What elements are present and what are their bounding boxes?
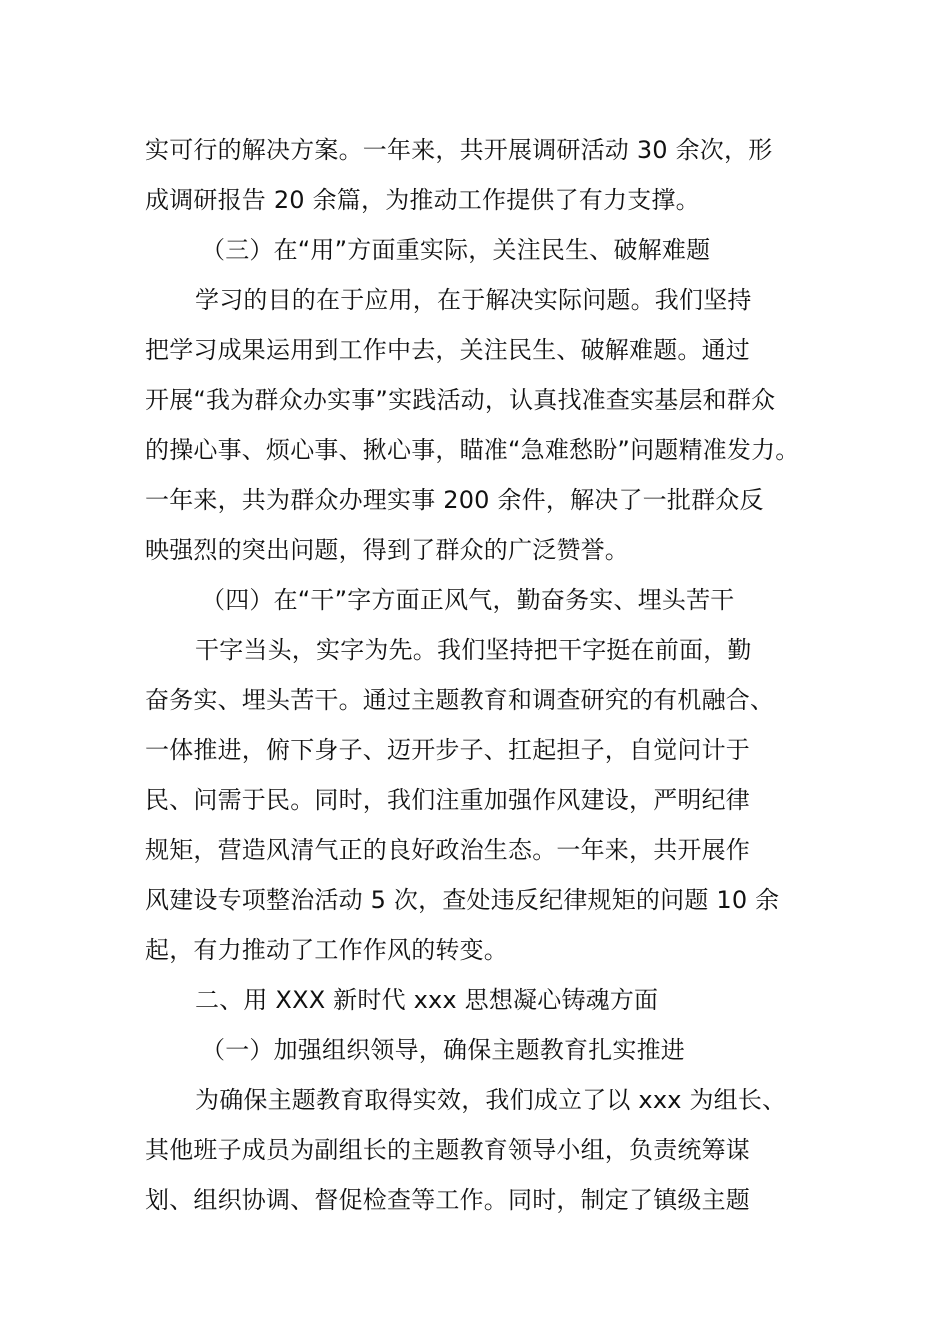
chapter-heading: 二、用 XXX 新时代 xxx 思想凝心铸魂方面 — [195, 986, 659, 1014]
body-text-line: 其他班子成员为副组长的主题教育领导小组，负责统筹谋 — [145, 1136, 750, 1164]
body-text-line: 成调研报告 20 余篇，为推动工作提供了有力支撑。 — [145, 186, 700, 214]
body-text-line: 干字当头，实字为先。我们坚持把干字挺在前面，勤 — [195, 636, 752, 664]
body-text-line: 一体推进，俯下身子、迈开步子、扛起担子，自觉问计于 — [145, 736, 750, 764]
body-text-line: 学习的目的在于应用，在于解决实际问题。我们坚持 — [195, 286, 752, 314]
body-text-line: 民、问需于民。同时，我们注重加强作风建设，严明纪律 — [145, 786, 750, 814]
body-text-line: 规矩，营造风清气正的良好政治生态。一年来，共开展作 — [145, 836, 750, 864]
body-text-line: 一年来，共为群众办理实事 200 余件，解决了一批群众反 — [145, 486, 764, 514]
body-text-line: 为确保主题教育取得实效，我们成立了以 xxx 为组长、 — [195, 1086, 787, 1114]
section-heading: （四）在“干”字方面正风气，勤奋务实、埋头苦干 — [201, 586, 735, 614]
body-text-line: 开展“我为群众办实事”实践活动，认真找准查实基层和群众 — [145, 386, 776, 414]
body-text-line: 实可行的解决方案。一年来，共开展调研活动 30 余次，形 — [145, 136, 773, 164]
body-text-line: 起，有力推动了工作作风的转变。 — [145, 936, 508, 964]
body-text-line: 的操心事、烦心事、揪心事，瞄准“急难愁盼”问题精准发力。 — [145, 436, 800, 464]
body-text-line: 划、组织协调、督促检查等工作。同时，制定了镇级主题 — [145, 1186, 750, 1214]
body-text-line: 风建设专项整治活动 5 次，查处违反纪律规矩的问题 10 余 — [145, 886, 780, 914]
section-heading: （一）加强组织领导，确保主题教育扎实推进 — [201, 1036, 685, 1064]
section-heading: （三）在“用”方面重实际，关注民生、破解难题 — [201, 236, 711, 264]
body-text-line: 映强烈的突出问题，得到了群众的广泛赞誉。 — [145, 536, 629, 564]
body-text-line: 把学习成果运用到工作中去，关注民生、破解难题。通过 — [145, 336, 750, 364]
body-text-line: 奋务实、埋头苦干。通过主题教育和调查研究的有机融合、 — [145, 686, 775, 714]
